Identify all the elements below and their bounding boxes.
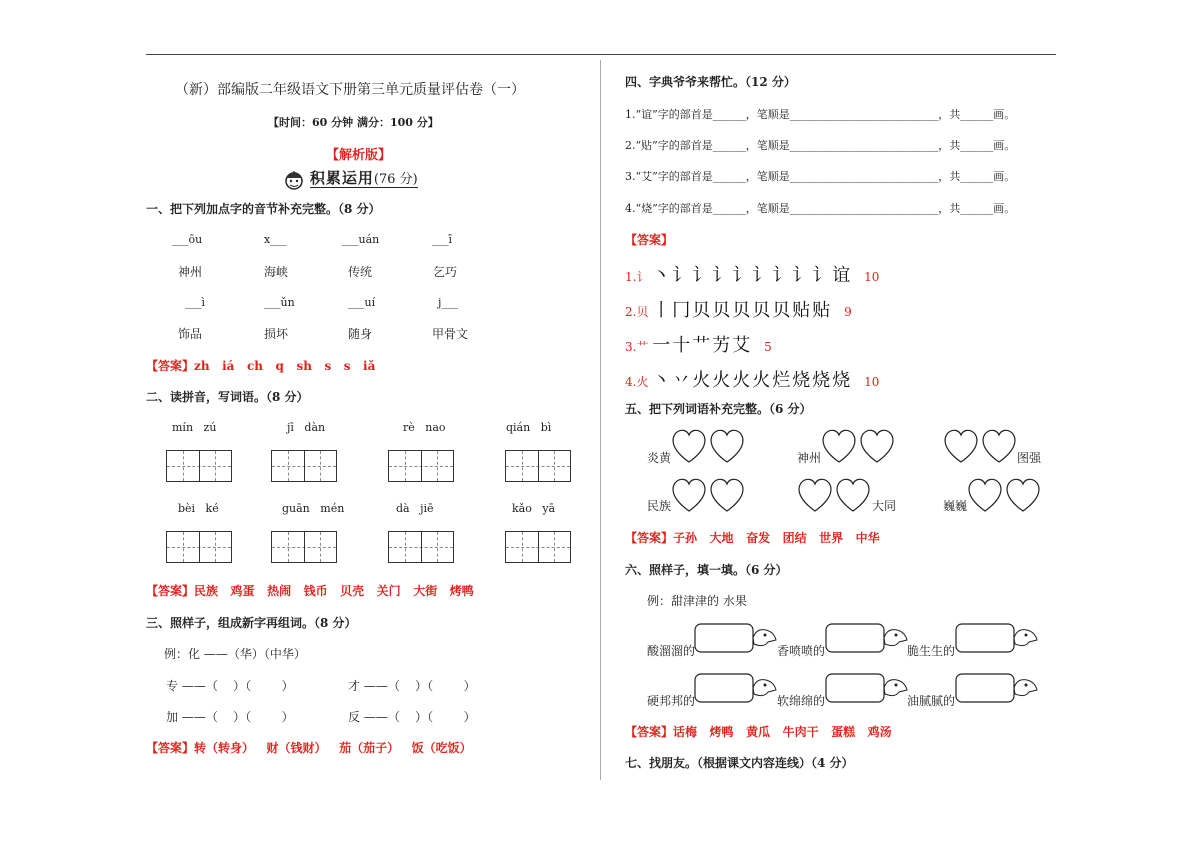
fish-answer-box-icon[interactable] [825,622,911,656]
q3-item-4: 反 ——（ ）（ ） [348,710,476,724]
stroke-order: 丶丷火火火火烂烧烧烧 [652,370,853,391]
q1-pinyin-5: ___ì [185,296,206,309]
q4-answer-label: 【答案】 [625,233,674,247]
page-title: （新）部编版二年级语文下册第三单元质量评估卷（一） [175,82,525,98]
q1-word-4: 乞巧 [433,265,458,279]
answer-text: 民族 鸡蛋 热闹 钱币 贝壳 关门 大街 烤鸭 [194,584,474,598]
heart-blanks-icon[interactable] [796,477,872,513]
pencil-mascot-icon [282,169,306,191]
q4-heading: 四、字典爷爷来帮忙。（12 分） [625,75,796,89]
radical: 2.贝 [625,305,649,319]
stroke-order: 丨冂贝贝贝贝贝贴贴 [652,300,833,321]
q3-answer [146,739,472,756]
answer-text: 子孙 大地 奋发 团结 世界 中华 [673,531,880,545]
q4-item-1: 1.“谊”字的部首是______，笔顺是___________________________，共______画。 [625,108,1016,121]
radical: 1.讠 [625,270,649,284]
q3-heading: 三、照样子，组成新字再组词。（8 分） [146,616,357,630]
q6-heading: 六、照样子，填一填。（6 分） [625,563,788,577]
q1-answer [146,357,375,374]
q4-item-4: 4.“烧”字的部首是______，笔顺是___________________________，共______画。 [625,202,1016,215]
q2-pinyin-1: mín zú [172,421,217,434]
answer-label: 【答案】 [146,584,195,598]
q4-answer-4 [625,366,879,392]
q1-word-3: 传统 [348,265,373,279]
part-banner [282,167,418,191]
q1-pinyin-4: ___ī [432,233,453,246]
q1-word-1: 神州 [178,265,203,279]
fish-answer-box-icon[interactable] [694,622,780,656]
stroke-count: 5 [764,340,772,354]
q3-item-2: 才 ——（ ）（ ） [348,679,476,693]
q7-heading: 七、找朋友。（根据课文内容连线）（4 分） [625,756,854,770]
q1-pinyin-7: ___uí [348,296,376,309]
heart-blanks-icon[interactable] [670,477,746,513]
answer-text: 话梅 烤鸭 黄瓜 牛肉干 蛋糕 鸡汤 [673,725,892,739]
stroke-count: 10 [864,375,880,389]
q6-example: 例：甜津津的 水果 [647,594,747,608]
fish-answer-box-icon[interactable] [955,622,1041,656]
part-title: 积累运用 [309,169,374,187]
q2-pinyin-5: bèi ké [178,502,219,515]
q1-word-5: 饰品 [178,327,203,341]
q4-item-3: 3.“艾”字的部首是______，笔顺是___________________________，共______画。 [625,170,1016,183]
q1-word-7: 随身 [348,327,373,341]
q5-word-4: 民族 [647,499,672,513]
answer-label: 【答案】 [625,725,674,739]
fish-answer-box-icon[interactable] [955,672,1041,706]
q6-word-3: 脆生生的 [907,644,956,658]
fish-answer-box-icon[interactable] [694,672,780,706]
q2-pinyin-6: guān mén [282,502,345,515]
q3-item-3: 加 ——（ ）（ ） [166,710,294,724]
q3-item-1: 专 ——（ ）（ ） [166,679,294,693]
q5-word-2: 神州 [797,451,822,465]
radical: 3.艹 [625,340,649,354]
fish-answer-box-icon[interactable] [825,672,911,706]
writing-grid[interactable] [388,450,454,482]
stroke-count: 10 [864,270,880,284]
q4-answer-1 [625,261,879,287]
writing-grid[interactable] [505,531,571,563]
q2-pinyin-3: rè nao [403,421,446,434]
answer-text: 转（转身） 财（钱财） 茄（茄子） 饭（吃饭） [194,741,472,755]
q6-word-5: 软绵绵的 [777,694,826,708]
q5-word-1: 炎黄 [647,451,672,465]
answer-label: 【答案】 [146,741,195,755]
heart-blanks-icon[interactable] [966,477,1042,513]
writing-grid[interactable] [166,531,232,563]
q3-example: 例：化 ——（华）（中华） [164,647,306,661]
writing-grid[interactable] [271,450,337,482]
writing-grid[interactable] [388,531,454,563]
top-rule [146,54,1056,55]
q1-pinyin-1: ___ōu [172,233,203,246]
q1-word-2: 海峡 [264,265,289,279]
q6-word-2: 香喷喷的 [777,644,826,658]
q1-pinyin-8: j___ [438,296,458,309]
stroke-count: 9 [844,305,852,319]
q1-word-6: 损坏 [264,327,289,341]
answer-text: zh iá ch q sh s s iǎ [194,359,376,373]
q5-word-6: 巍巍 [943,499,968,513]
writing-grid[interactable] [505,450,571,482]
q5-answer [625,529,880,546]
stroke-order: 丶讠讠讠讠讠讠讠讠谊 [652,265,853,286]
q5-heading: 五、把下列词语补充完整。（6 分） [625,402,812,416]
q2-answer [146,582,474,599]
q6-word-6: 油腻腻的 [907,694,956,708]
q2-heading: 二、读拼音，写词语。（8 分） [146,390,309,404]
q5-word-5: 大同 [872,499,897,513]
stroke-order: 一十艹艻艾 [652,335,753,356]
time-info: 【时间：60 分钟 满分：100 分】 [268,116,439,129]
writing-grid[interactable] [271,531,337,563]
writing-grid[interactable] [166,450,232,482]
answer-label: 【答案】 [146,359,195,373]
heart-blanks-icon[interactable] [942,428,1018,464]
edition-label: 【解析版】 [326,148,392,163]
radical: 4.火 [625,375,649,389]
heart-blanks-icon[interactable] [820,428,896,464]
q1-heading: 一、把下列加点字的音节补充完整。（8 分） [146,202,381,216]
q4-answer-3 [625,331,772,357]
q1-pinyin-6: ___ǔn [264,296,295,309]
q1-word-8: 甲骨文 [432,327,469,341]
q1-pinyin-2: x___ [264,233,287,246]
q6-word-1: 酸溜溜的 [647,644,696,658]
q6-word-4: 硬邦邦的 [647,694,696,708]
q2-pinyin-2: jī dàn [287,421,326,434]
q5-word-3: 图强 [1017,451,1042,465]
q6-answer [625,723,892,740]
q2-pinyin-4: qián bì [506,421,552,434]
heart-blanks-icon[interactable] [670,428,746,464]
q2-pinyin-8: kǎo yā [512,502,556,515]
q1-pinyin-3: ___uán [342,233,380,246]
answer-label: 【答案】 [625,531,674,545]
part-score: (76 分) [373,172,418,187]
column-divider [600,60,601,780]
q4-answer-2 [625,296,852,322]
q4-item-2: 2.“贴”字的部首是______，笔顺是___________________________，共______画。 [625,139,1016,152]
q2-pinyin-7: dà jiē [396,502,434,515]
